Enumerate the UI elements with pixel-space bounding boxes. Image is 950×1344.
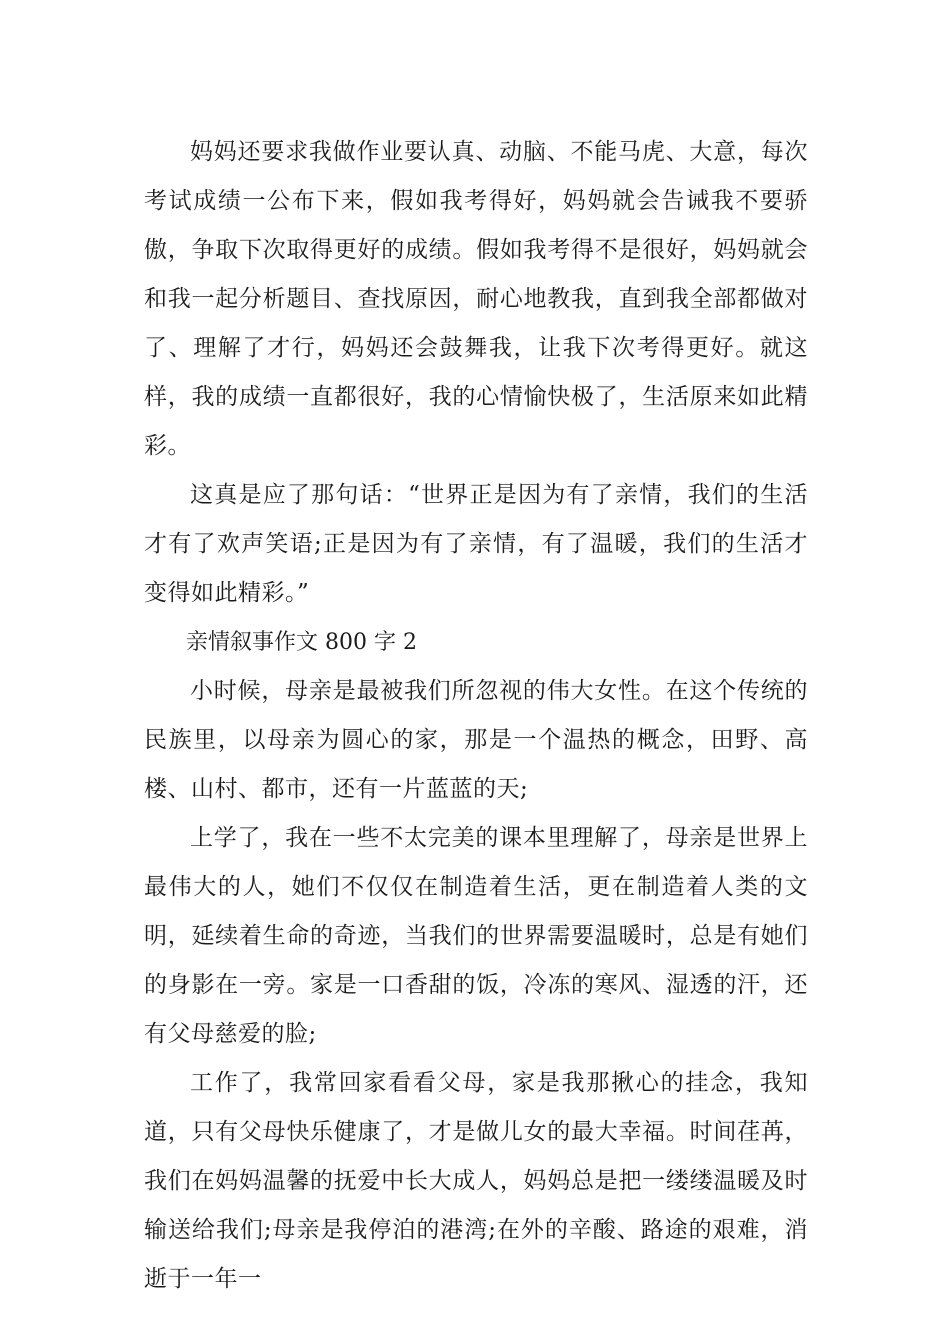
paragraph-school: 上学了，我在一些不太完美的课本里理解了，母亲是世界上最伟大的人，她们不仅仅在制造着生活，更在制造着人类的文明，延续着生命的奇迹，当我们的世界需要温暖时，总是有她们的身影在一旁。家是一口香甜的饭，冷冻的寒风、湿透的汗，还有父母慈爱的脸; (144, 825, 808, 1047)
document-body (144, 128, 808, 1304)
paragraph-work: 工作了，我常回家看看父母，家是我那揪心的挂念，我知道，只有父母快乐健康了，才是做儿女的最大幸福。时间荏苒，我们在妈妈温馨的抚爱中长大成人，妈妈总是把一缕缕温暖及时输送给我们;母亲是我停泊的港湾;在外的辛酸、路途的艰难，消逝于一年一 (144, 1070, 808, 1292)
paragraph-quote: 这真是应了那句话：“世界正是因为有了亲情，我们的生活才有了欢声笑语;正是因为有了亲情，有了温暖，我们的生活才变得如此精彩。” (144, 482, 808, 606)
paragraph-homework: 妈妈还要求我做作业要认真、动脑、不能马虎、大意，每次考试成绩一公布下来，假如我考得好，妈妈就会告诫我不要骄傲，争取下次取得更好的成绩。假如我考得不是很好，妈妈就会和我一起分析题目、查找原因，耐心地教我，直到我全部都做对了、理解了才行，妈妈还会鼓舞我，让我下次考得更好。就这样，我的成绩一直都很好，我的心情愉快极了，生活原来如此精彩。 (144, 139, 808, 459)
paragraph-childhood: 小时候，母亲是最被我们所忽视的伟大女性。在这个传统的民族里，以母亲为圆心的家，那是一个温热的概念，田野、高楼、山村、都市，还有一片蓝蓝的天; (144, 678, 808, 802)
section-title: 亲情叙事作文 800 字 2 (186, 630, 417, 655)
